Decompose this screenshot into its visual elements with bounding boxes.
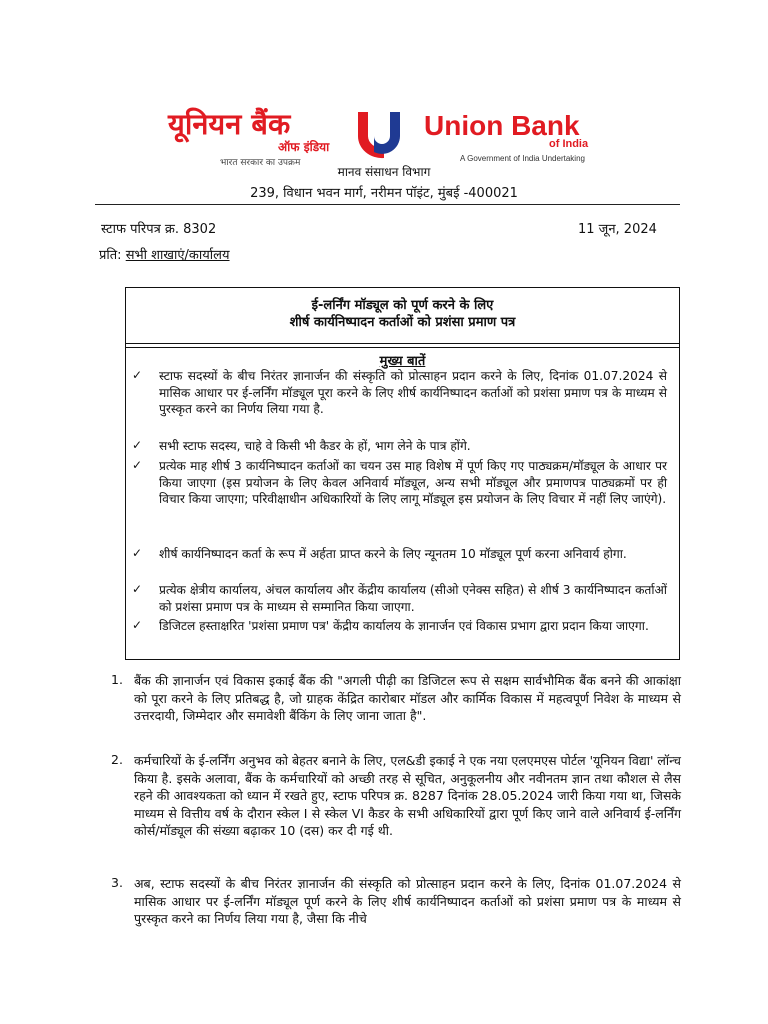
paragraph-text: बैंक की ज्ञानार्जन एवं विकास इकाई बैंक की "अगली पीढ़ी का डिजिटल रूप से सक्षम सार्वभौमिक बैंक बनने की आकांक्षा को पूरा करने के लिए प्रतिबद्ध है, जो ग्राहक केंद्रित कारोबार मॉडल और कार्मिक विकास में महत्वपूर्ण निवेश के माध्यम से उत्तरदायी, जिम्मेदार और समावेशी बैंकिंग के लिए जाना जाता है". <box>134 673 681 723</box>
paragraph-number: 3. <box>111 875 123 890</box>
paragraph-number: 1. <box>111 672 123 687</box>
highlight-text: सभी स्टाफ सदस्य, चाहे वे किसी भी कैडर के हों, भाग लेने के पात्र होंगे. <box>159 439 471 453</box>
check-icon: ✓ <box>132 368 143 382</box>
check-icon: ✓ <box>132 438 143 452</box>
check-icon: ✓ <box>132 582 143 596</box>
box-title-line-2: शीर्ष कार्यनिष्पादन कर्ताओं को प्रशंसा प्रमाण पत्र <box>289 315 516 330</box>
circular-reference: स्टाफ परिपत्र क्र. 8302 <box>101 222 217 237</box>
addressee-value: सभी शाखाएं/कार्यालय <box>125 248 230 263</box>
union-bank-logo-icon <box>350 106 414 160</box>
circular-date: 11 जून, 2024 <box>578 222 657 237</box>
logo-hindi <box>168 107 348 168</box>
highlight-text: प्रत्येक क्षेत्रीय कार्यालय, अंचल कार्यालय और केंद्रीय कार्यालय (सीओ एनेक्स सहित) से शीर्ष 3 कार्यनिष्पादन कर्ताओं को प्रशंसा प्रमाण पत्र के माध्यम से सम्मानित किया जाएगा. <box>159 583 667 614</box>
check-icon: ✓ <box>132 546 143 560</box>
addressee-line <box>99 245 230 263</box>
logo-english <box>424 110 614 163</box>
department-name: मानव संसाधन विभाग <box>337 165 431 179</box>
office-address: 239, विधान भवन मार्ग, नरीमन पॉइंट, मुंबई -400021 <box>250 186 518 201</box>
header-divider <box>95 204 680 205</box>
highlight-text: शीर्ष कार्यनिष्पादन कर्ता के रूप में अर्हता प्राप्त करने के लिए न्यूनतम 10 मॉड्यूल पूर्ण करना अनिवार्य होगा. <box>159 547 627 561</box>
paragraph-number: 2. <box>111 752 123 767</box>
check-icon: ✓ <box>132 458 143 472</box>
logo-hindi-name: यूनियन बैंक <box>168 107 291 141</box>
box-title-line-1: ई-लर्निंग मॉड्यूल को पूर्ण करने के लिए <box>311 298 494 313</box>
box-separator <box>126 347 679 348</box>
logo-english-tagline: A Government of India Undertaking <box>460 154 585 163</box>
paragraph-text: कर्मचारियों के ई-लर्निंग अनुभव को बेहतर बनाने के लिए, एल&डी इकाई ने एक नया एलएमएस पोर्टल 'यूनियन विद्या' लॉन्च किया है. इसके अलावा, बैंक के कर्मचारियों को अच्छी तरह से सूचित, अनुकूलनीय और नवीनतम ज्ञान तथा कौशल से लैस रहने की आवश्यकता को ध्यान में रखते हुए, स्टाफ परिपत्र क्र. 8287 दिनांक 28.05.2024 जारी किया गया था, जिसके माध्यम से वित्तीय वर्ष के दौरान स्केल I से स्केल VI कैडर के सभी अधिकारियों द्वारा पूर्ण किए जाने वाले अनिवार्य ई-लर्निंग कोर्स/मॉड्यूल की संख्या बढ़ाकर 10 (दस) कर दी गई थी. <box>134 753 681 838</box>
highlight-text: प्रत्येक माह शीर्ष 3 कार्यनिष्पादन कर्ताओं का चयन उस माह विशेष में पूर्ण किए गए पाठ्यक्रम/मॉड्यूल के आधार पर किया जाएगा (इस प्रयोजन के लिए केवल अनिवार्य मॉड्यूल, अन्य सभी मॉड्यूल और प्रमाणपत्र पाठ्यक्रमों पर ही विचार किया जाएगा; परिवीक्षाधीन अधिकारियों के लिए लागू मॉड्यूल इस प्रयोजन के लिए विचार में नहीं लिए जाएंगे). <box>159 459 667 506</box>
highlight-text: स्टाफ सदस्यों के बीच निरंतर ज्ञानार्जन की संस्कृति को प्रोत्साहन प्रदान करने के लिए, दिनांक 01.07.2024 से मासिक आधार पर ई-लर्निंग मॉड्यूल पूरा करने के लिए शीर्ष कार्यनिष्पादन कर्ताओं को प्रशंसा प्रमाण पत्र के माध्यम से पुरस्कृत करने का निर्णय लिया गया है. <box>159 369 667 416</box>
logo-english-name: Union Bank <box>424 110 580 141</box>
logo-english-sub: of India <box>549 138 589 150</box>
logo-hindi-sub: ऑफ इंडिया <box>278 140 330 154</box>
logo-hindi-tagline: भारत सरकार का उपक्रम <box>220 158 301 168</box>
paragraph-text: अब, स्टाफ सदस्यों के बीच निरंतर ज्ञानार्जन की संस्कृति को प्रोत्साहन प्रदान करने के लिए, दिनांक 01.07.2024 से मासिक आधार पर ई-लर्निंग मॉड्यूल पूर्ण करने के लिए शीर्ष कार्यनिष्पादन कर्ताओं को प्रशंसा प्रमाण पत्र के माध्यम से पुरस्कृत करने का निर्णय लिया गया है, जैसा कि नीचे <box>134 876 681 926</box>
highlights-box <box>125 287 680 660</box>
addressee-label: प्रति: <box>99 248 122 263</box>
highlight-text: डिजिटल हस्ताक्षरित 'प्रशंसा प्रमाण पत्र' केंद्रीय कार्यालय के ज्ञानार्जन एवं विकास प्रभाग द्वारा प्रदान किया जाएगा. <box>159 619 649 633</box>
box-title-cell <box>126 288 679 344</box>
check-icon: ✓ <box>132 618 143 632</box>
highlights-heading: मुख्य बातें <box>379 354 426 369</box>
